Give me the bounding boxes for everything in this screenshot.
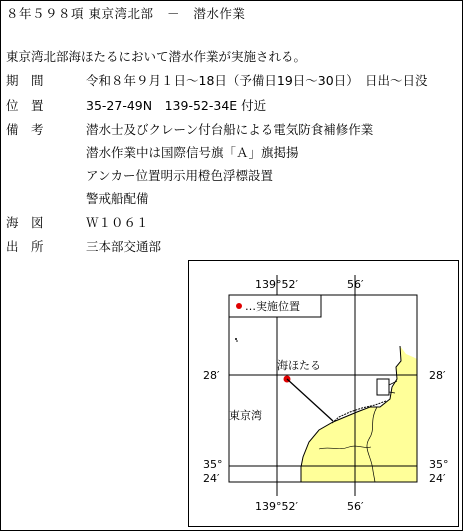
header-dash: － (166, 6, 180, 21)
lon-label-top-2: 56′ (347, 278, 364, 291)
remarks-label: 備 考 (6, 122, 44, 137)
small-islet-2 (236, 340, 238, 342)
lat-label-24-left-min: 24′ (203, 472, 220, 485)
remarks-line-3: アンカー位置明示用橙色浮標設置 (86, 168, 274, 183)
chart-label: 海 図 (6, 215, 44, 230)
legend-marker-icon (236, 303, 242, 309)
place-tokyo-bay: 東京湾 (229, 409, 262, 422)
source-label: 出 所 (6, 239, 44, 254)
small-islet (235, 338, 237, 340)
notice-header (6, 4, 245, 22)
aqua-line-bridge (287, 379, 333, 421)
notice-number: ８年５９８項 (6, 6, 85, 21)
period-value: 令和８年９月１日～18日（予備日19日～30日） 日出～日没 (86, 73, 428, 88)
lat-label-24-right-deg: 35° (429, 458, 449, 471)
chart-value: Ｗ１０６１ (86, 215, 149, 230)
lon-label-top-1: 139°52′ (255, 278, 298, 291)
notice-intro: 東京湾北部海ほたるにおいて潜水作業が実施される。 (6, 49, 307, 64)
remarks-line-2: 潜水作業中は国際信号旗「Ａ」旗掲揚 (86, 145, 299, 160)
lon-label-bottom-2: 56′ (347, 500, 364, 513)
lat-label-28-left: 28′ (203, 369, 220, 382)
notice-area: 東京湾北部 (88, 6, 154, 21)
lon-label-bottom-1: 139°52′ (255, 500, 298, 513)
position-value: 35-27-49N 139-52-34E 付近 (86, 98, 267, 113)
lat-label-24-left-deg: 35° (203, 458, 223, 471)
lat-label-24-right-min: 24′ (429, 472, 446, 485)
period-label: 期 間 (6, 73, 44, 88)
lat-label-28-right: 28′ (429, 369, 446, 382)
location-map (188, 260, 459, 527)
position-label: 位 置 (6, 98, 44, 113)
location-map-svg (189, 261, 458, 526)
place-umihotaru: 海ほたる (277, 359, 321, 372)
remarks-line-4: 警戒船配備 (86, 191, 149, 206)
notice-subject: 潜水作業 (193, 6, 246, 21)
legend-label: …実施位置 (245, 300, 300, 313)
source-value: 三本部交通部 (86, 239, 162, 254)
remarks-line-1: 潜水士及びクレーン付台船による電気防食補修作業 (86, 122, 374, 137)
pier (377, 379, 389, 395)
